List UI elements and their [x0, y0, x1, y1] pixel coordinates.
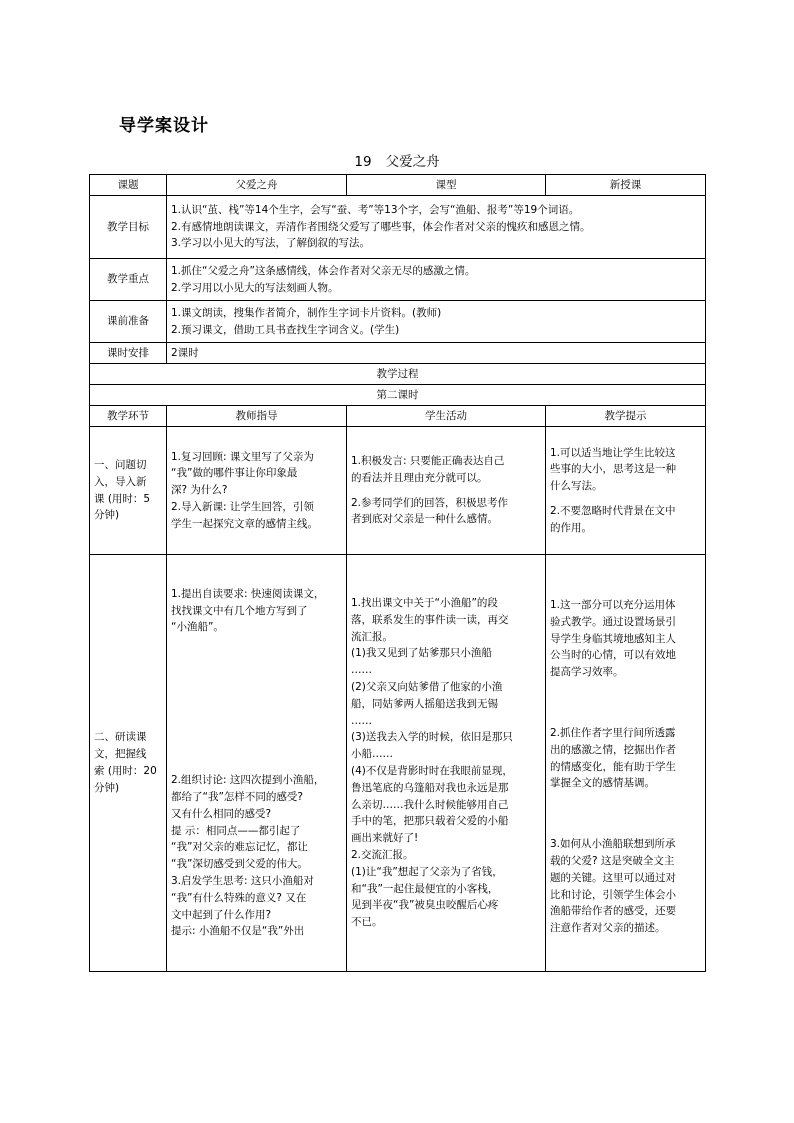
session-title-row	[90, 385, 706, 406]
type-value: 新授课	[546, 175, 706, 196]
type-label: 课型	[347, 175, 546, 196]
key-points-label: 教学重点	[90, 259, 167, 301]
process-title-row	[90, 364, 706, 385]
goal-item: 3.学习以小见大的写法，了解倒叙的写法。	[171, 237, 371, 250]
prep-content	[167, 301, 706, 343]
lesson-name: 父爱之舟	[385, 154, 440, 170]
key-points-row	[90, 259, 706, 301]
goals-row	[90, 196, 706, 259]
header-teacher: 教师指导	[167, 406, 347, 427]
schedule-value: 2课时	[167, 343, 706, 364]
session-title: 第二课时	[90, 385, 706, 406]
stage1-student: 1.积极发言: 只要能正确表达自己 的看法并且理由充分就可以。 2.参考同学们的回答，积极思考作 者到底对父亲是一种什么感情。	[347, 427, 546, 555]
header-row	[90, 406, 706, 427]
header-stage: 教学环节	[90, 406, 167, 427]
prep-row	[90, 301, 706, 343]
stage1-teacher: 1.复习回顾: 课文里写了父亲为 “我”做的哪件事让你印象最 深? 为什么? 2.导入新课: 让学生回答，引领 学生一起探究文章的感情主线。	[167, 427, 347, 555]
stage2-student: 1.找出课文中关于“小渔船”的段 落，联系发生的事件读一读，再交 流汇报。 (1)我又见到了姑爹那只小渔船 …… (2)父亲又向姑爹借了他家的小渔 船，同姑爹两人摇船送我到无锡 …… (3)送我去入学的时候，依旧是那只 小船…… (4)不仅是背影时时在我眼前显现， 鲁迅笔底的乌篷船对我也永远是那 么亲切……我什么时候能够用自己 手中的笔，把那只载着父爱的小船 画出来就好了! 2.交流汇报。 (1)让“我”想起了父亲为了省钱， 和“我”一起住最便宜的小客栈， 见到半夜“我”被臭虫咬醒后心疼 不已。	[347, 555, 546, 972]
header-hint: 教学提示	[546, 406, 706, 427]
doc-title: 导学案设计	[119, 116, 209, 136]
topic-row	[90, 175, 706, 196]
goal-item: 2.有感情地朗读课文，弄清作者围绕父爱写了哪些事，体会作者对父亲的愧疚和感恩之情。	[171, 220, 591, 233]
lesson-plan-table	[89, 174, 706, 972]
process-title: 教学过程	[90, 364, 706, 385]
topic-value: 父爱之舟	[167, 175, 347, 196]
lesson-number: 19	[354, 154, 372, 170]
prep-item: 1.课文朗读，搜集作者简介，制作生字词卡片资料。(教师)	[171, 306, 442, 319]
stage1-row	[90, 427, 706, 555]
key-points-content	[167, 259, 706, 301]
topic-label: 课题	[90, 175, 167, 196]
lesson-title	[0, 150, 794, 170]
stage2-teacher: 1.提出自读要求: 快速阅读课文， 找找课文中有几个地方写到了 “小渔船”。 2.组织讨论: 这四次提到小渔船， 都给了“我”怎样不同的感受? 又有什么相同的感受? 提 示：相同点——都引起了 “我”对父亲的难忘记忆，都让 “我”深切感受到父爱的伟大。 3.启发学生思考: 这只小渔船对 “我”有什么特殊的意义? 又在 文中起到了什么作用? 提示: 小渔船不仅是“我”外出	[167, 555, 347, 972]
goal-item: 1.认识“茧、栈”等14个生字，会写“蚕、考”等13个字，会写“渔船、报考”等19个词语。	[171, 203, 580, 216]
stage2-hint: 1.这一部分可以充分运用体 验式教学。通过设置场景引 导学生身临其境地感知主人 公当时的心情，可以有效地 提高学习效率。 2.抓住作者字里行间所透露 出的感激之情，挖掘出作者 的情感变化，能有助于学生 掌握全文的感情基调。 3.如何从小渔船联想到所承 载的父爱? 这是突破全文主 题的关键。这里可以通过对 比和讨论，引领学生体会小 渔船带给作者的感受，还要 注意作者对父亲的描述。	[546, 555, 706, 972]
key-point-item: 2.学习用以小见大的写法刻画人物。	[171, 281, 339, 294]
schedule-label: 课时安排	[90, 343, 167, 364]
prep-label: 课前准备	[90, 301, 167, 343]
stage1-name: 一、问题切 入，导入新 课 (用时：5 分钟)	[90, 427, 167, 555]
stage2-name: 二、研读课 文，把握线 索 (用时：20 分钟)	[90, 555, 167, 972]
prep-item: 2.预习课文，借助工具书查找生字词含义。(学生)	[171, 323, 400, 336]
schedule-row	[90, 343, 706, 364]
stage2-row	[90, 555, 706, 972]
goals-label: 教学目标	[90, 196, 167, 259]
header-student: 学生活动	[347, 406, 546, 427]
goals-content	[167, 196, 706, 259]
stage1-hint: 1.可以适当地让学生比较这 些事的大小，思考这是一种 什么写法。 2.不要忽略时代背景在文中 的作用。	[546, 427, 706, 555]
key-point-item: 1.抓住“父爱之舟”这条感情线，体会作者对父亲无尽的感激之情。	[171, 264, 476, 277]
